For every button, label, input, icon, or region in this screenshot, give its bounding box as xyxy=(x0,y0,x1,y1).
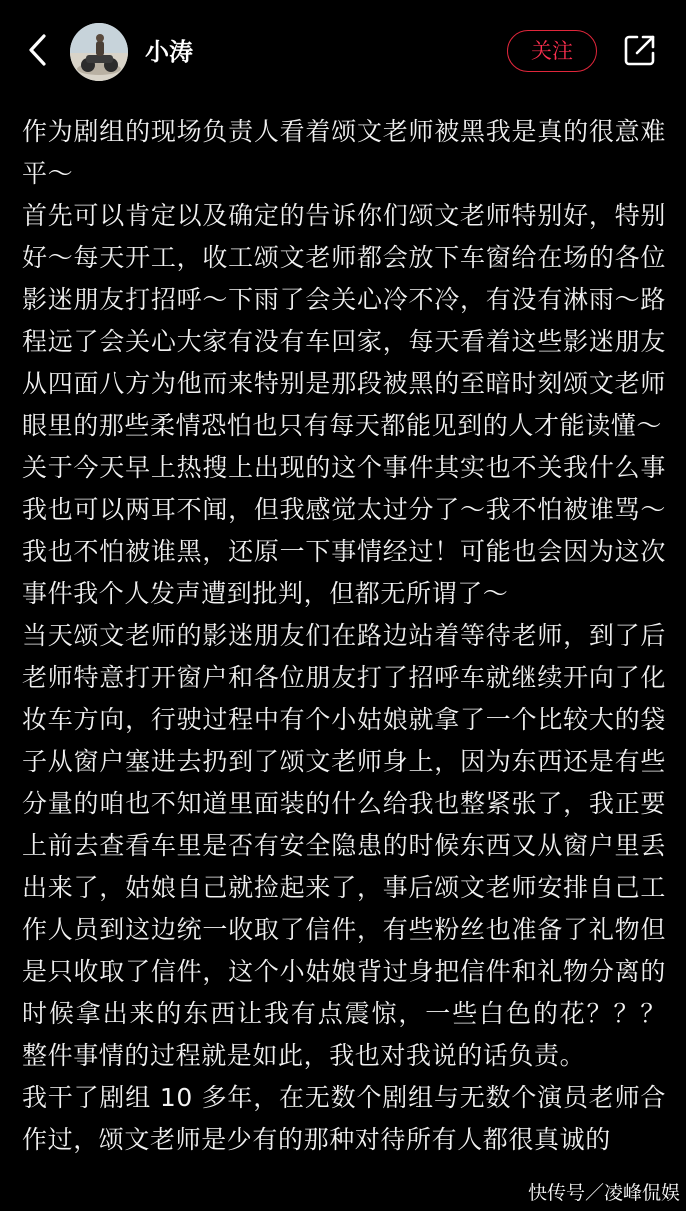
avatar[interactable] xyxy=(70,23,128,81)
back-arrow-icon xyxy=(26,32,50,72)
post-paragraph: 我干了剧组 10 多年，在无数个剧组与无数个演员老师合作过，颂文老师是少有的那种对待所有人都很真诚的 xyxy=(22,1083,666,1154)
post-paragraph: 关于今天早上热搜上出现的这个事件其实也不关我什么事我也可以两耳不闻，但我感觉太过分了～我不怕被谁骂～我也不怕被谁黑，还原一下事情经过！可能也会因为这次事件我个人发声遭到批判，但都无所谓了～ xyxy=(22,453,666,608)
username[interactable]: 小涛 xyxy=(145,38,193,66)
share-icon xyxy=(623,33,657,71)
follow-button[interactable]: 关注 xyxy=(507,30,597,72)
post-paragraph: 作为剧组的现场负责人看着颂文老师被黑我是真的很意难平～ xyxy=(22,117,666,188)
top-bar xyxy=(0,0,686,104)
share-button[interactable] xyxy=(618,30,662,74)
post-paragraph: 当天颂文老师的影迷朋友们在路边站着等待老师，到了后老师特意打开窗户和各位朋友打了招呼车就继续开向了化妆车方向，行驶过程中有个小姑娘就拿了一个比较大的袋子从窗户塞进去扔到了颂文老师身上，因为东西还是有些分量的咱也不知道里面装的什么给我也整紧张了，我正要上前去查看车里是否有安全隐患的时候东西又从窗户里丢出来了，姑娘自己就捡起来了，事后颂文老师安排自己工作人员到这边统一收取了信件，有些粉丝也准备了礼物但是只收取了信件，这个小姑娘背过身把信件和礼物分离的时候拿出来的东西让我有点震惊，一些白色的花？？？ 整件事情的过程就是如此，我也对我说的话负责。 xyxy=(22,621,666,1070)
post-content xyxy=(22,111,666,1161)
post-paragraph: 首先可以肯定以及确定的告诉你们颂文老师特别好，特别好～每天开工，收工颂文老师都会放下车窗给在场的各位影迷朋友打招呼～下雨了会关心冷不冷，有没有淋雨～路程远了会关心大家有没有车回家，每天看着这些影迷朋友从四面八方为他而来特别是那段被黑的至暗时刻颂文老师眼里的那些柔情恐怕也只有每天都能见到的人才能读懂～ xyxy=(22,201,666,440)
back-button[interactable] xyxy=(18,30,58,74)
watermark: 快传号／凌峰侃娱 xyxy=(527,1182,680,1204)
